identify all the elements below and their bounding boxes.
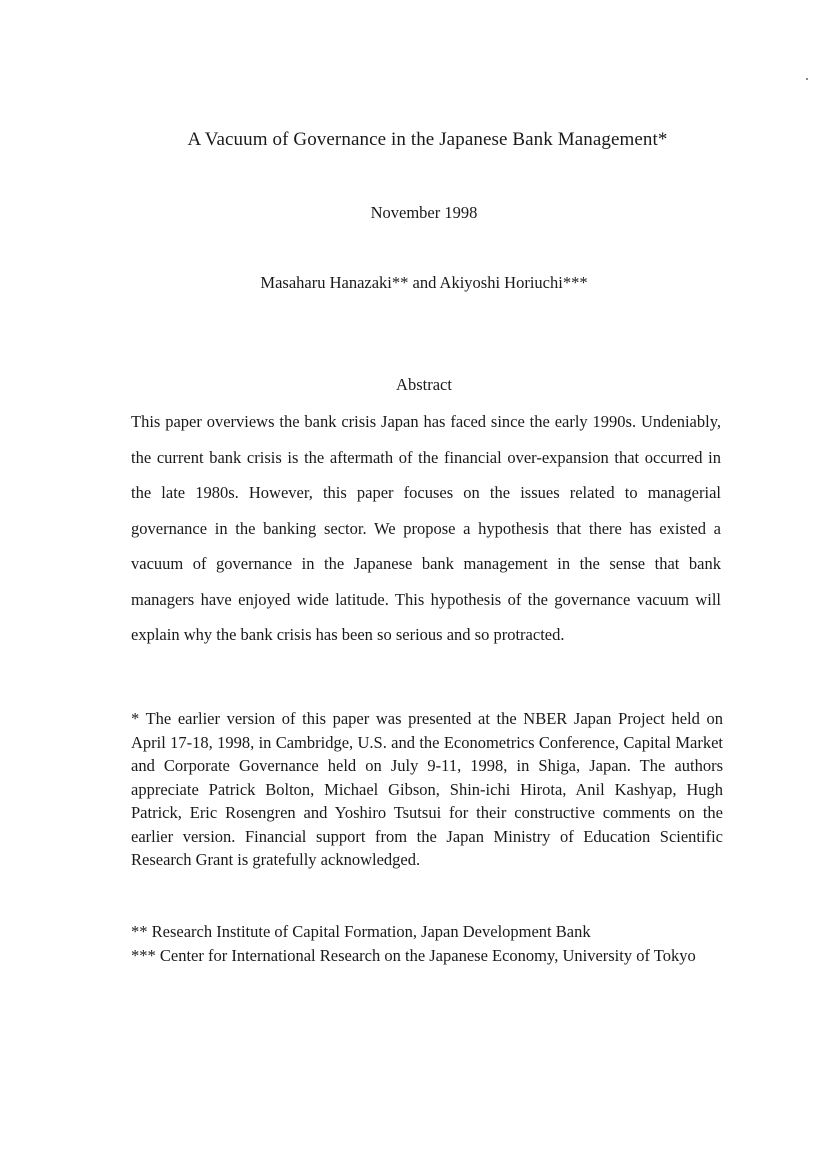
footnote-acknowledgement: * The earlier version of this paper was presented at the NBER Japan Project held on April 17-18, 1998, in Cambridge, U.S. and the Econometrics Conference, Capital Market and Corporate Governance held on July 9-11, 1998, in Shiga, Japan. The authors appreciate Patrick Bolton, Michael Gibson, Shin-ichi Hirota, Anil Kashyap, Hugh Patrick, Eric Rosengren and Yoshiro Tsutsui for their constructive comments on the earlier version. Financial support from the Japan Ministry of Education Scientific Research Grant is gratefully acknowledged. (131, 709, 723, 869)
paper-title: A Vacuum of Governance in the Japanese Bank Management* (187, 129, 668, 150)
footnote-affiliation-hanazaki: ** Research Institute of Capital Formation, Japan Development Bank (131, 922, 591, 941)
abstract-text: This paper overviews the bank crisis Japan has faced since the early 1990s. Undeniably, the current bank crisis is the aftermath of the financial over-expansion that occurred in the late 1980s. However, this paper focuses on the issues related to managerial governance in the banking sector. We propose a hypothesis that there has existed a vacuum of governance in the Japanese bank management in the sense that bank managers have enjoyed wide latitude. This hypothesis of the governance vacuum will explain why the bank crisis has been so serious and so protracted. (131, 412, 721, 644)
footnote-affiliation-horiuchi: *** Center for International Research on the Japanese Economy, University of Tokyo (131, 946, 696, 965)
paper-authors: Masaharu Hanazaki** and Akiyoshi Horiuchi*** (260, 273, 588, 292)
paper-date: November 1998 (370, 203, 478, 222)
scan-speck (806, 78, 808, 80)
abstract-heading: Abstract (396, 375, 452, 394)
